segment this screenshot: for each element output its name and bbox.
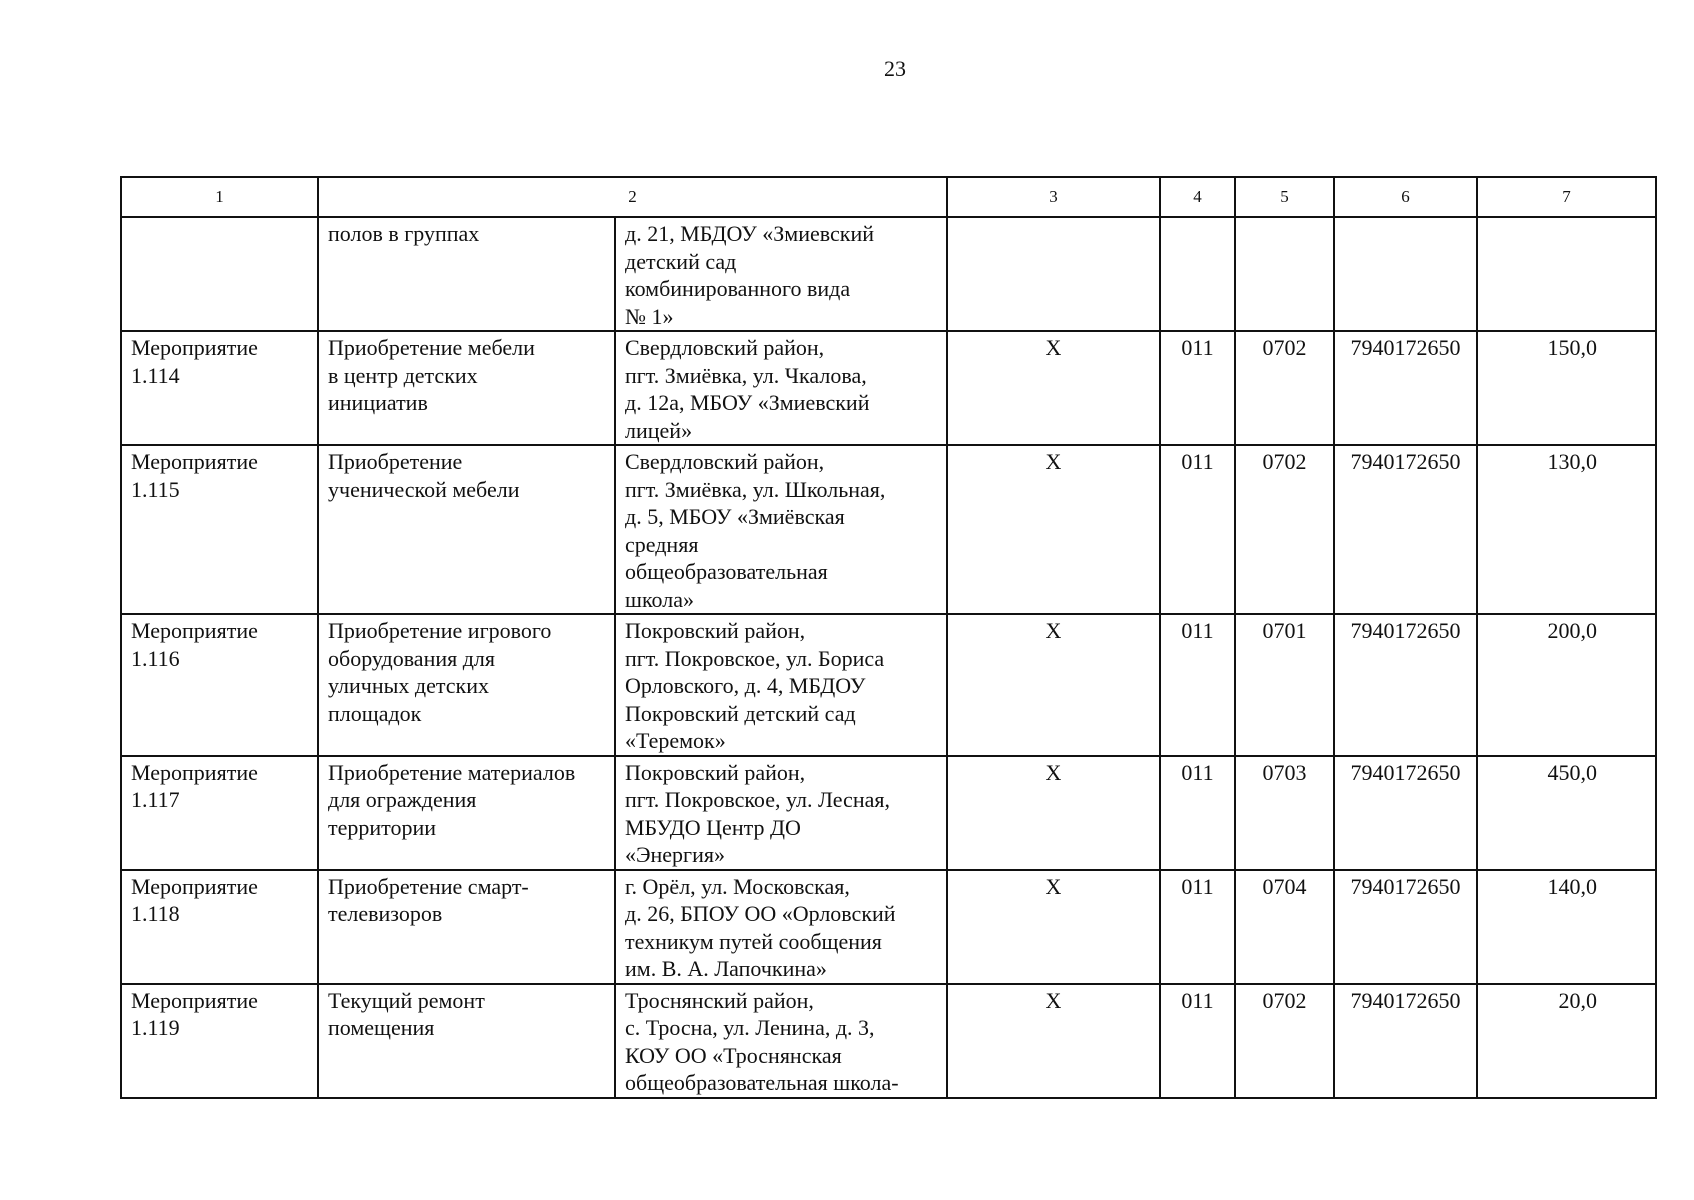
row-col7: 200,0	[1477, 614, 1656, 756]
header-col-4: 4	[1160, 177, 1235, 217]
page-number: 23	[884, 56, 906, 81]
row-col5: 0702	[1235, 984, 1334, 1098]
row-col4: 011	[1160, 614, 1235, 756]
row-id: Мероприятие 1.119	[121, 984, 318, 1098]
header-col-1: 1	[121, 177, 318, 217]
row-col3: Х	[947, 984, 1160, 1098]
row-address: Троснянский район, с. Тросна, ул. Ленина, д. 3, КОУ ОО «Троснянская общеобразовательная школа-	[615, 984, 947, 1098]
row-name: Приобретение смарт- телевизоров	[318, 870, 615, 984]
table-row	[121, 331, 1656, 445]
row-id: Мероприятие 1.118	[121, 870, 318, 984]
table-row	[121, 217, 1656, 331]
row-id	[121, 217, 318, 331]
header-col-2: 2	[318, 177, 947, 217]
row-id: Мероприятие 1.115	[121, 445, 318, 614]
row-col3	[947, 217, 1160, 331]
row-col5	[1235, 217, 1334, 331]
header-col-5: 5	[1235, 177, 1334, 217]
row-col7: 130,0	[1477, 445, 1656, 614]
row-name: полов в группах	[318, 217, 615, 331]
row-col3: Х	[947, 614, 1160, 756]
row-col5: 0702	[1235, 331, 1334, 445]
row-col5: 0701	[1235, 614, 1334, 756]
header-col-3: 3	[947, 177, 1160, 217]
row-col3: Х	[947, 331, 1160, 445]
row-id: Мероприятие 1.117	[121, 756, 318, 870]
row-name: Приобретение мебели в центр детских инициатив	[318, 331, 615, 445]
row-name: Приобретение ученической мебели	[318, 445, 615, 614]
row-col4	[1160, 217, 1235, 331]
row-address: Свердловский район, пгт. Змиёвка, ул. Чкалова, д. 12а, МБОУ «Змиевский лицей»	[615, 331, 947, 445]
row-id: Мероприятие 1.114	[121, 331, 318, 445]
row-address: Покровский район, пгт. Покровское, ул. Лесная, МБУДО Центр ДО «Энергия»	[615, 756, 947, 870]
row-col7: 20,0	[1477, 984, 1656, 1098]
row-col6: 7940172650	[1334, 445, 1477, 614]
row-name: Текущий ремонт помещения	[318, 984, 615, 1098]
row-col4: 011	[1160, 984, 1235, 1098]
row-col3: Х	[947, 756, 1160, 870]
row-col6: 7940172650	[1334, 870, 1477, 984]
table-row	[121, 756, 1656, 870]
table-row	[121, 445, 1656, 614]
table-row	[121, 870, 1656, 984]
row-address: г. Орёл, ул. Московская, д. 26, БПОУ ОО «Орловский техникум путей сообщения им. В. А. Лапочкина»	[615, 870, 947, 984]
row-col7	[1477, 217, 1656, 331]
row-col4: 011	[1160, 445, 1235, 614]
row-col7: 150,0	[1477, 331, 1656, 445]
header-col-6: 6	[1334, 177, 1477, 217]
row-col6	[1334, 217, 1477, 331]
row-col5: 0704	[1235, 870, 1334, 984]
header-col-7: 7	[1477, 177, 1656, 217]
row-col4: 011	[1160, 756, 1235, 870]
row-address: Покровский район, пгт. Покровское, ул. Бориса Орловского, д. 4, МБДОУ Покровский детский сад «Теремок»	[615, 614, 947, 756]
row-col4: 011	[1160, 870, 1235, 984]
header-row	[121, 177, 1656, 217]
row-id: Мероприятие 1.116	[121, 614, 318, 756]
table-row	[121, 614, 1656, 756]
row-name: Приобретение игрового оборудования для уличных детских площадок	[318, 614, 615, 756]
row-col7: 450,0	[1477, 756, 1656, 870]
row-col3: Х	[947, 445, 1160, 614]
row-col4: 011	[1160, 331, 1235, 445]
row-col3: Х	[947, 870, 1160, 984]
budget-table	[120, 176, 1657, 1099]
row-address: д. 21, МБДОУ «Змиевский детский сад комбинированного вида № 1»	[615, 217, 947, 331]
row-name: Приобретение материалов для ограждения территории	[318, 756, 615, 870]
row-address: Свердловский район, пгт. Змиёвка, ул. Школьная, д. 5, МБОУ «Змиёвская средняя общеобразовательная школа»	[615, 445, 947, 614]
row-col5: 0703	[1235, 756, 1334, 870]
row-col5: 0702	[1235, 445, 1334, 614]
row-col6: 7940172650	[1334, 756, 1477, 870]
row-col6: 7940172650	[1334, 614, 1477, 756]
row-col6: 7940172650	[1334, 984, 1477, 1098]
row-col6: 7940172650	[1334, 331, 1477, 445]
table-row	[121, 984, 1656, 1098]
row-col7: 140,0	[1477, 870, 1656, 984]
